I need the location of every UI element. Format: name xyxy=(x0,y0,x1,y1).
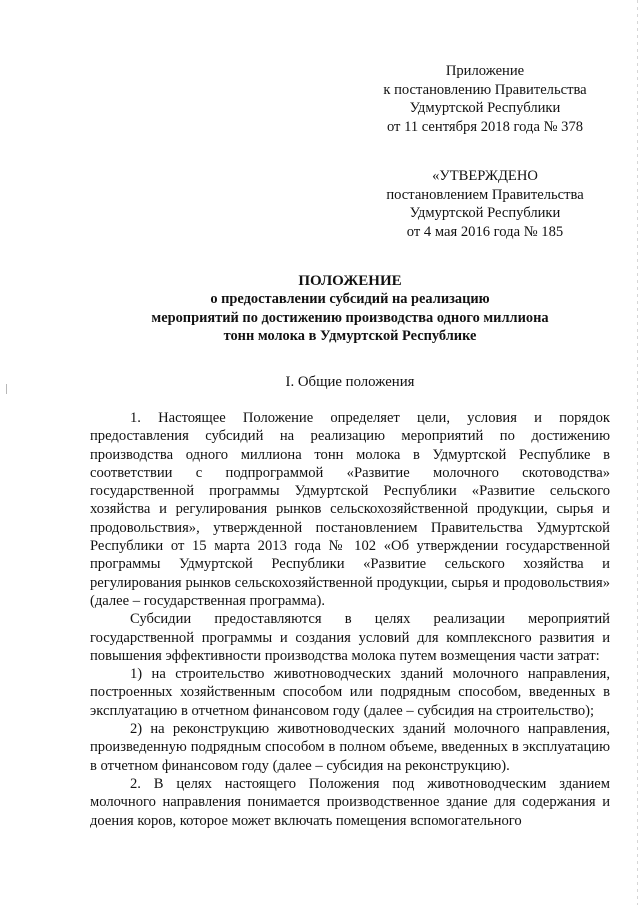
approval-line: постановлением Правительства xyxy=(386,186,584,203)
paragraph: 2. В целях настоящего Положения под животноводческим зданием молочного направления понимается производственное здание для содержания и доения коров, которое может включать помещения вспомогательного xyxy=(90,775,610,829)
approval-line: «УТВЕРЖДЕНО xyxy=(432,168,538,184)
attachment-line: от 11 сентября 2018 года № 378 xyxy=(386,118,584,135)
title-line: мероприятий по достижению производства одного миллиона xyxy=(151,309,549,326)
document-title xyxy=(90,272,610,346)
paragraph: 2) на реконструкцию животноводческих зданий молочного направления, произведенную подрядным способом в полном объеме, введенных в эксплуатацию в отчетном финансовом году (далее – субсидия на реконструкцию). xyxy=(90,721,610,774)
approval-line: Удмуртской Республики xyxy=(409,205,561,221)
approval-line: от 4 мая 2016 года № 185 xyxy=(406,223,564,240)
attachment-line: к постановлению Правительства xyxy=(383,81,587,98)
title-line: тонн молока в Удмуртской Республике xyxy=(223,328,477,345)
attachment-block xyxy=(360,62,610,136)
approval-block xyxy=(360,167,610,241)
title-main: ПОЛОЖЕНИЕ xyxy=(298,273,402,289)
title-line: о предоставлении субсидий на реализацию xyxy=(210,291,490,308)
margin-mark xyxy=(6,384,7,394)
body-text xyxy=(90,409,610,830)
section-heading: I. Общие положения xyxy=(285,374,415,390)
paragraph: Субсидии предоставляются в целях реализации мероприятий государственной программы и создания условий для комплексного развития и повышения эффективности производства молока путем возмещения части затрат: xyxy=(90,611,610,664)
attachment-line: Удмуртской Республики xyxy=(409,100,561,116)
paragraph: 1) на строительство животноводческих зданий молочного направления, построенных хозяйственным способом или подрядным способом, введенных в эксплуатацию в отчетном финансовом году (далее – субсидия на строительство); xyxy=(90,666,610,719)
attachment-line: Приложение xyxy=(445,63,525,79)
page-edge xyxy=(637,0,638,905)
paragraph: 1. Настоящее Положение определяет цели, условия и порядок предоставления субсидий на реализацию мероприятий по достижению производства одного миллиона тонн молока в Удмуртской Республике в соответствии с подпрограммой «Развитие молочного скотоводства» государственной программы Удмуртской Республики «Развитие сельского хозяйства и регулирования рынков сельскохозяйственной продукции, сырья и продовольствия», утвержденной постановлением Правительства Удмуртской Республики от 15 марта 2013 года № 102 «Об утверждении государственной программы Удмуртской Республики «Развитие сельского хозяйства и регулирования рынков сельскохозяйственной продукции, сырья и продовольствия» (далее – государственная программа). xyxy=(90,410,610,609)
